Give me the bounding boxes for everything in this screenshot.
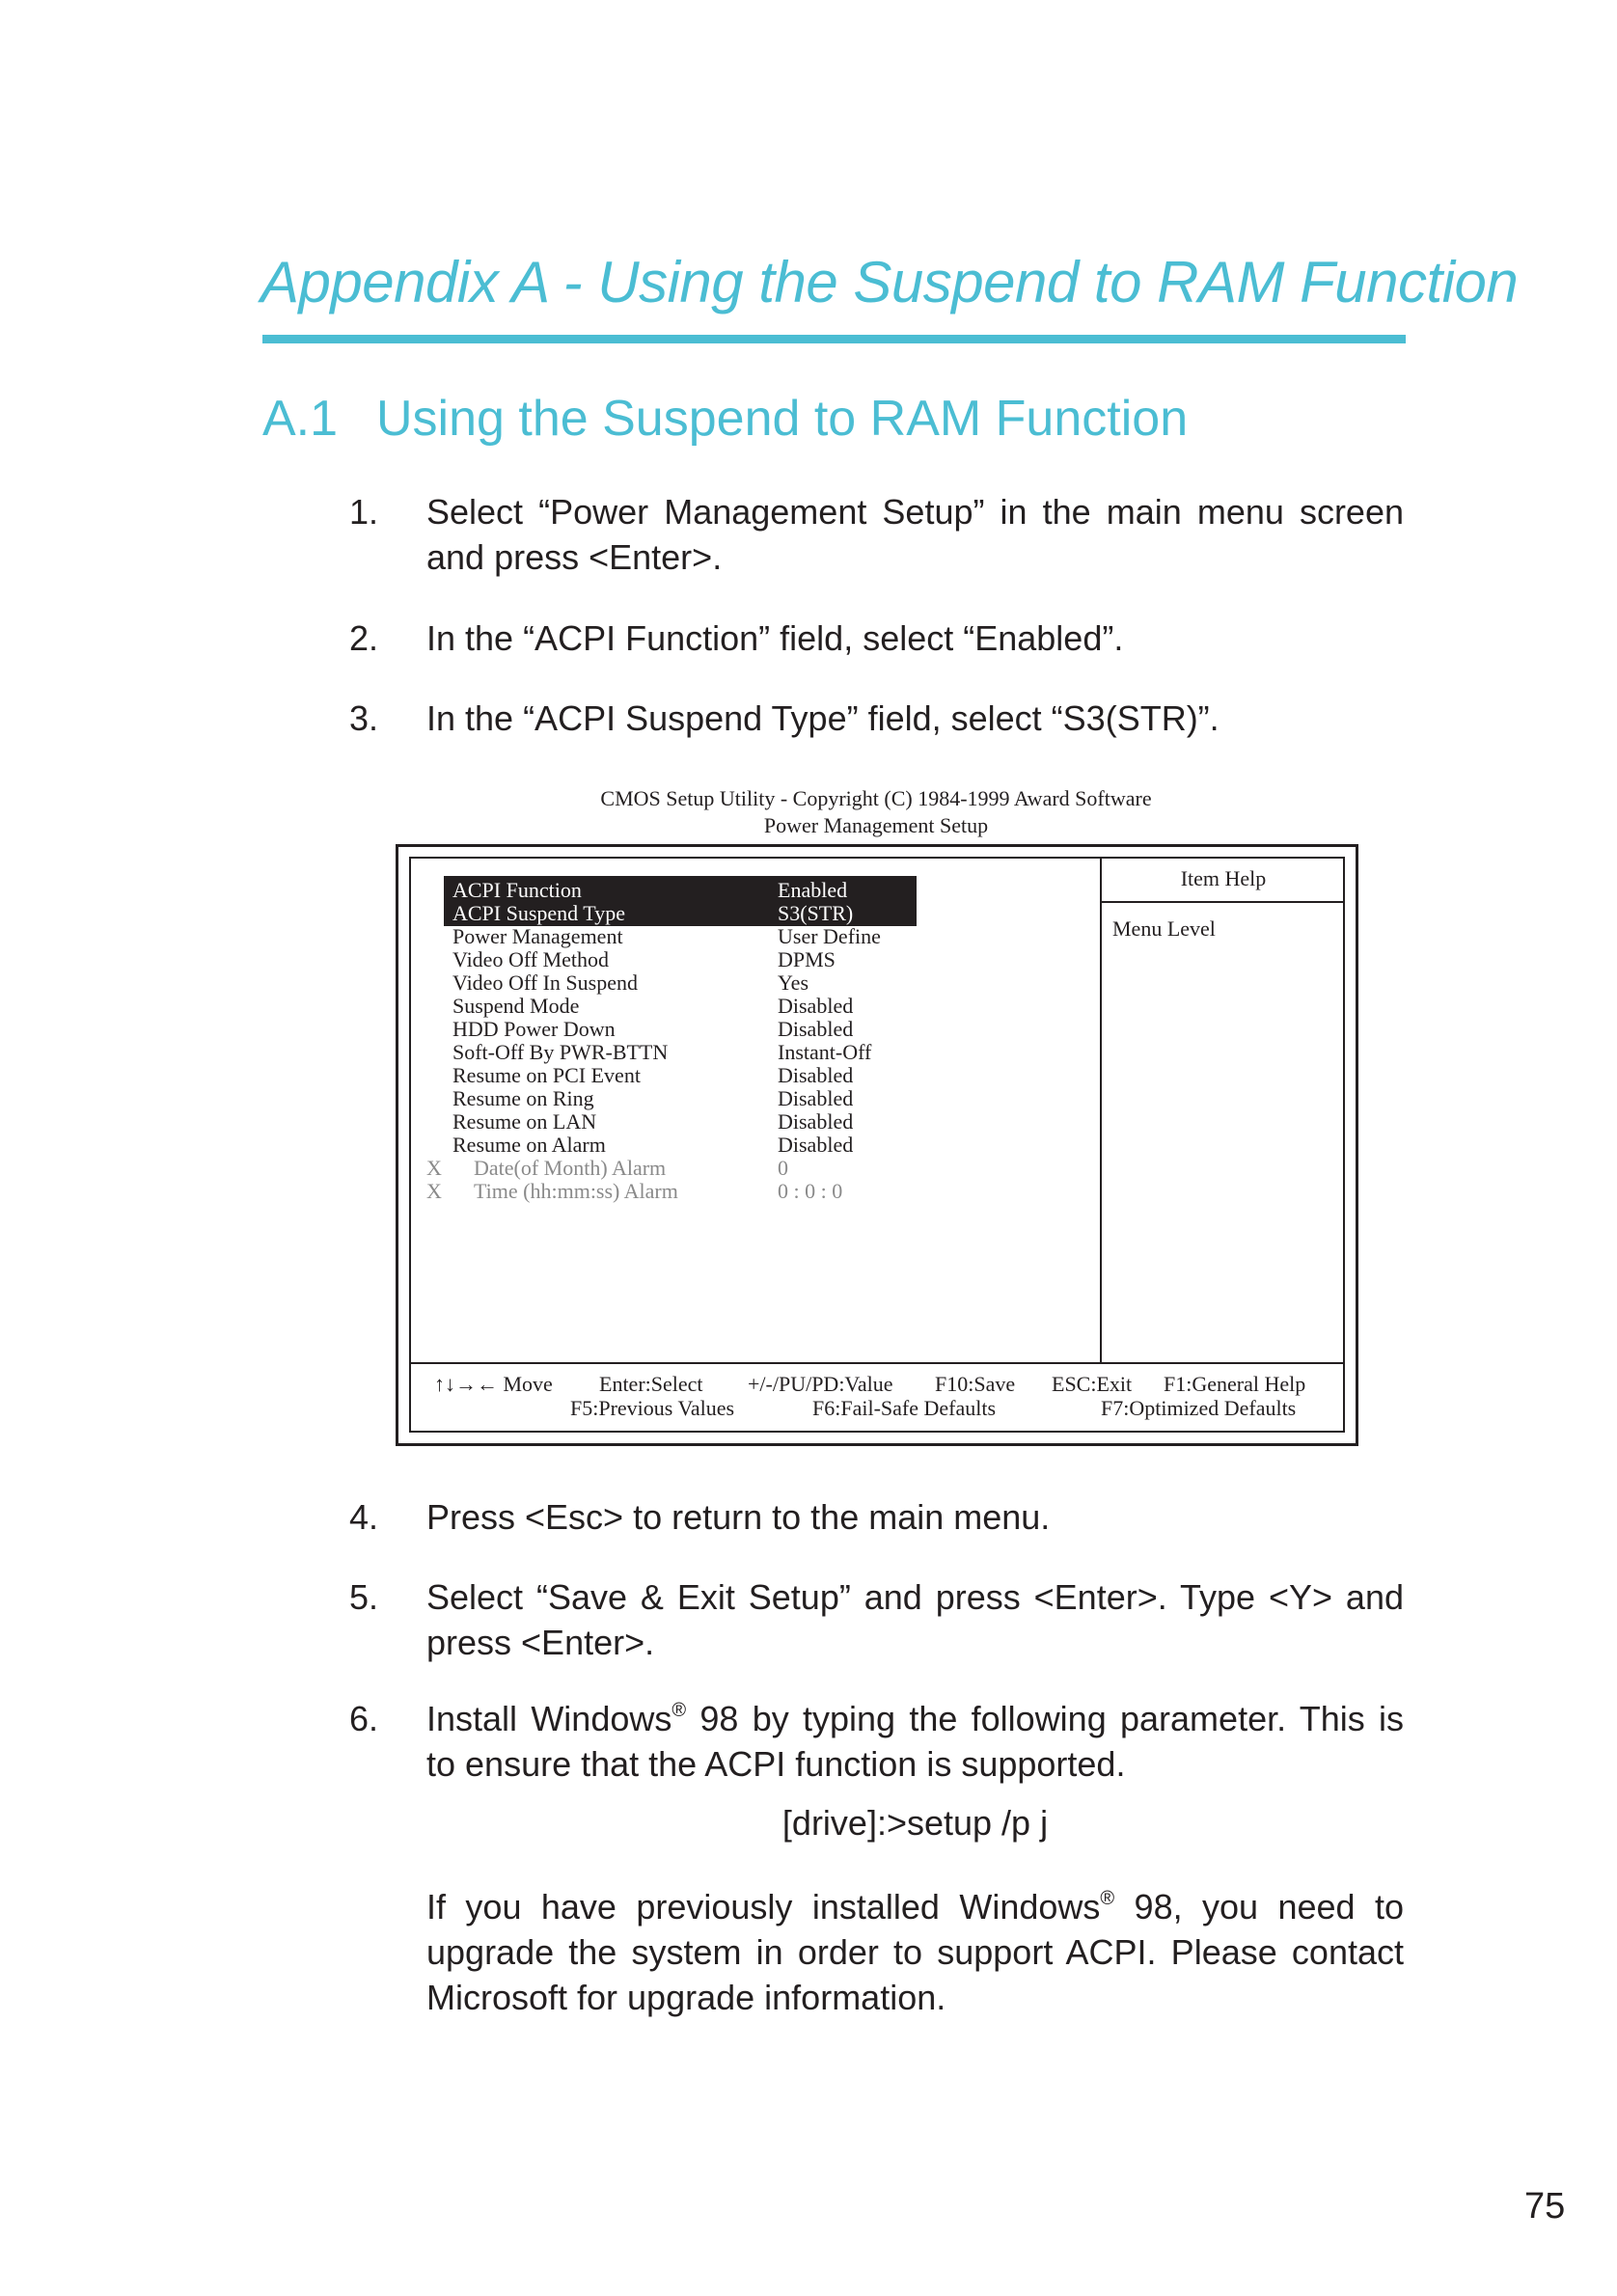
footer-general-help-hint: F1:General Help	[1164, 1372, 1306, 1396]
bios-setting-row-disabled	[0, 1157, 1100, 1180]
appendix-title: Appendix A - Using the Suspend to RAM Function	[260, 250, 1519, 314]
step-number: 2.	[349, 618, 379, 658]
menu-level-text: Menu Level	[1112, 916, 1216, 941]
bios-setting-value: Disabled	[778, 1133, 854, 1157]
item-help-title: Item Help	[1180, 866, 1267, 890]
footer-value-hint: +/-/PU/PD:Value	[748, 1372, 893, 1396]
bios-setting-label: ACPI Function	[452, 878, 582, 902]
bios-setting-row[interactable]	[0, 971, 1100, 995]
bios-setting-row[interactable]	[0, 925, 1100, 948]
bios-setting-label: Power Management	[452, 924, 623, 948]
step-text-part: 98 by typing the following parameter. This is to ensure that the ACPI function is supported.	[426, 1699, 1404, 1784]
bios-setting-label: Video Off In Suspend	[452, 970, 638, 995]
footer-optimized-hint: F7:Optimized Defaults	[1101, 1396, 1297, 1420]
bios-setting-label: Resume on PCI Event	[452, 1063, 641, 1087]
bios-setting-row[interactable]	[0, 995, 1100, 1018]
bios-setting-row[interactable]	[0, 879, 1100, 902]
bios-footer-divider	[409, 1362, 1345, 1364]
bios-setting-label: HDD Power Down	[452, 1017, 616, 1041]
note-text-part: 98, you need to upgrade the system in order to support ACPI. Please contact Microsoft for upgrade information.	[426, 1887, 1404, 2017]
bios-setting-label: Suspend Mode	[452, 994, 580, 1018]
step-text-part: Install Windows	[426, 1699, 672, 1738]
bios-disabled-mark: X	[426, 1179, 442, 1203]
bios-setting-value: 0	[778, 1156, 788, 1180]
section-number: A.1	[262, 391, 339, 447]
bios-setting-label: Date(of Month) Alarm	[474, 1156, 667, 1180]
bios-footer-keys-row-2	[0, 1396, 1351, 1421]
bios-setting-label: Resume on Ring	[452, 1086, 594, 1110]
footer-move-hint: ↑↓→← Move	[434, 1372, 553, 1396]
bios-setting-label: ACPI Suspend Type	[452, 901, 625, 925]
step-number: 1.	[349, 492, 379, 532]
bios-setting-label: Video Off Method	[452, 947, 610, 971]
cmos-caption-title: CMOS Setup Utility - Copyright (C) 1984-1999 Award Software	[600, 786, 1152, 810]
bios-setting-row[interactable]	[0, 1064, 1100, 1087]
step-number: 6.	[349, 1699, 379, 1738]
registered-mark: ®	[671, 1700, 687, 1721]
bios-setting-value: Instant-Off	[778, 1040, 872, 1064]
cmos-caption-subtitle: Power Management Setup	[763, 813, 989, 837]
bios-footer-keys-row-1	[0, 1372, 1351, 1397]
step-text: In the “ACPI Function” field, select “Enabled”.	[426, 618, 1124, 658]
bios-setting-value: Disabled	[778, 1086, 854, 1110]
step-text: Select “Save & Exit Setup” and press <Enter>. Type <Y> and press <Enter>.	[426, 1577, 1404, 1662]
bios-setting-row[interactable]	[0, 1134, 1100, 1157]
bios-disabled-mark: X	[426, 1156, 442, 1180]
section-heading	[262, 390, 1188, 448]
bios-setting-label: Resume on LAN	[452, 1109, 597, 1134]
bios-setting-row[interactable]	[0, 1041, 1100, 1064]
step-text: Press <Esc> to return to the main menu.	[426, 1497, 1051, 1537]
bios-setting-row-disabled	[0, 1180, 1100, 1203]
bios-setting-value: S3(STR)	[778, 901, 854, 925]
bios-setting-label: Soft-Off By PWR-BTTN	[452, 1040, 669, 1064]
footer-failsafe-hint: F6:Fail-Safe Defaults	[812, 1396, 997, 1420]
footer-exit-hint: ESC:Exit	[1052, 1372, 1133, 1396]
bios-setting-value: DPMS	[778, 947, 836, 971]
step-number: 4.	[349, 1497, 379, 1537]
step-text: Select “Power Management Setup” in the main menu screen and press <Enter>.	[426, 492, 1404, 577]
bios-setting-label: Resume on Alarm	[452, 1133, 606, 1157]
section-title: Using the Suspend to RAM Function	[376, 391, 1189, 447]
setup-command: [drive]:>setup /p j	[781, 1803, 1049, 1843]
bios-setting-value: Disabled	[778, 994, 854, 1018]
bios-setting-row[interactable]	[0, 948, 1100, 971]
bios-setting-value: Enabled	[778, 878, 848, 902]
bios-setting-value: Disabled	[778, 1017, 854, 1041]
note-text	[426, 1884, 1404, 2020]
bios-setting-label: Time (hh:mm:ss) Alarm	[474, 1179, 678, 1203]
step-number: 3.	[349, 698, 379, 738]
title-rule	[262, 335, 1406, 343]
step-text: In the “ACPI Suspend Type” field, select “S3(STR)”.	[426, 698, 1220, 738]
step-text	[426, 1696, 1404, 1787]
bios-help-divider	[1100, 857, 1102, 1364]
page-number: 75	[1524, 2186, 1566, 2227]
bios-setting-value: Yes	[778, 970, 809, 995]
bios-setting-value: Disabled	[778, 1109, 854, 1134]
bios-setting-row[interactable]	[0, 1087, 1100, 1110]
bios-setting-row[interactable]	[0, 1110, 1100, 1134]
bios-setting-value: User Define	[778, 924, 881, 948]
note-text-part: If you have previously installed Windows	[426, 1887, 1101, 1927]
bios-setting-row[interactable]	[0, 902, 1100, 925]
registered-mark: ®	[1100, 1888, 1115, 1909]
footer-save-hint: F10:Save	[935, 1372, 1016, 1396]
footer-enter-hint: Enter:Select	[599, 1372, 703, 1396]
bios-help-title-divider	[1100, 901, 1345, 903]
footer-previous-values-hint: F5:Previous Values	[570, 1396, 735, 1420]
bios-setting-value: Disabled	[778, 1063, 854, 1087]
bios-setting-value: 0 : 0 : 0	[778, 1179, 843, 1203]
step-number: 5.	[349, 1577, 379, 1617]
bios-setting-row[interactable]	[0, 1018, 1100, 1041]
